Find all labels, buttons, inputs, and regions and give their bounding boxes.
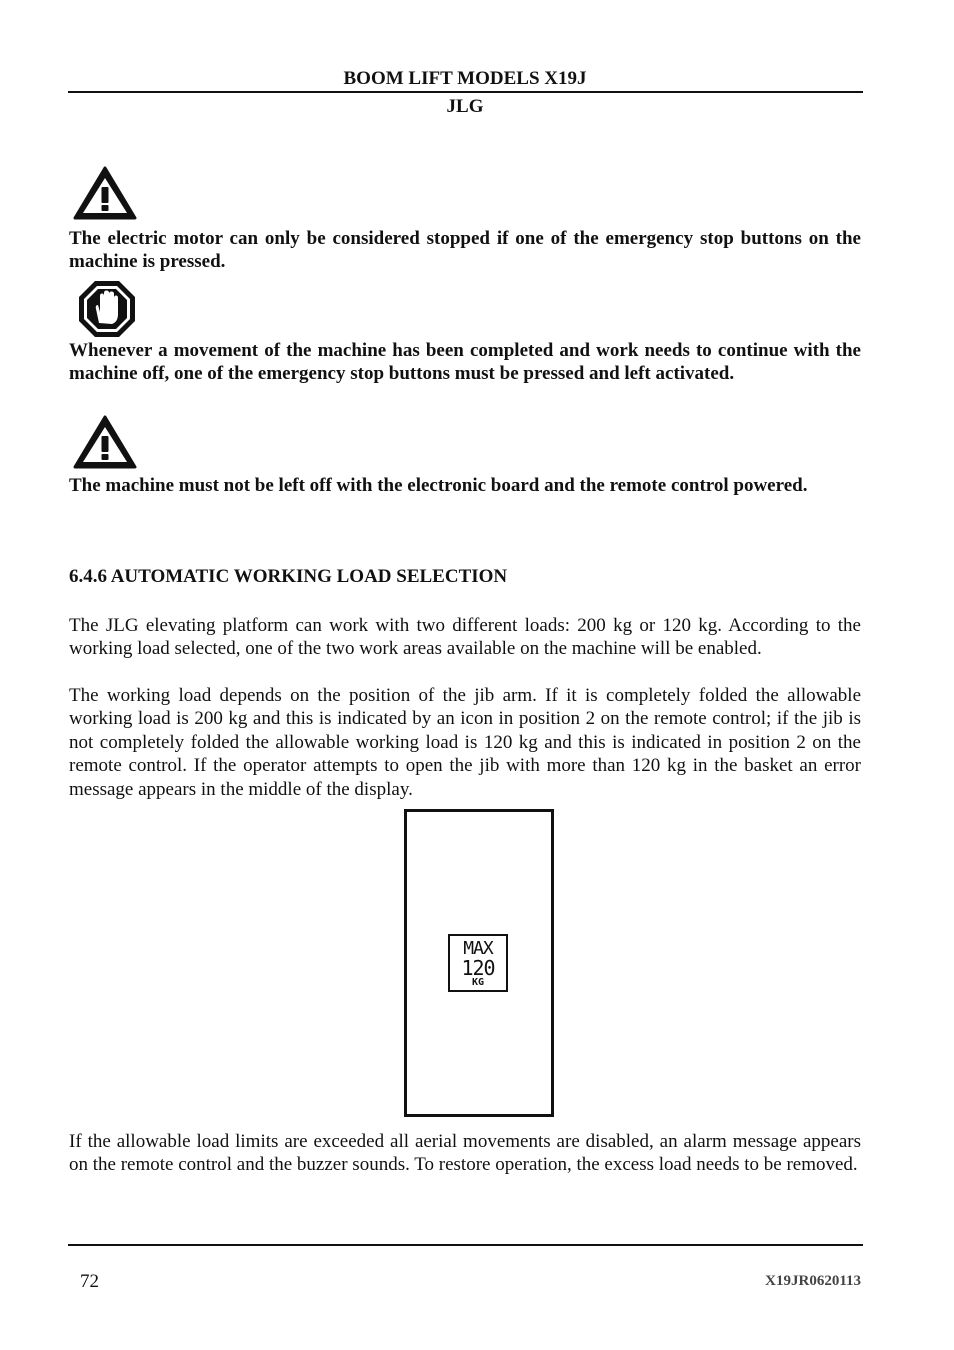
notice-text: Whenever a movement of the machine has been completed and work needs to continue with the machine off, one of the emergency stop buttons must be pressed and left activated. bbox=[69, 340, 861, 385]
body-paragraph: If the allowable load limits are exceeded all aerial movements are disabled, an alarm message appears on the remote control and the buzzer sounds. To restore operation, the excess load needs to be removed. bbox=[69, 1131, 861, 1176]
footer-rule bbox=[68, 1244, 863, 1246]
warning-triangle-icon bbox=[72, 165, 138, 226]
badge-load-value: 120 bbox=[461, 956, 495, 980]
notice-text: The machine must not be left off with the electronic board and the remote control powered. bbox=[69, 475, 808, 496]
body-paragraph: The working load depends on the position of the jib arm. If it is completely folded the allowable working load is 200 kg and this is indicated by an icon in position 2 on the remote control; if the jib is not completely folded the allowable working load is 120 kg and this is indicated in position 2 on the remote control. If the operator attempts to open the jib with more than 120 kg in the basket an error message appears in the middle of the display. bbox=[69, 685, 861, 800]
warning-triangle-icon bbox=[72, 414, 138, 475]
section-heading: 6.4.6 AUTOMATIC WORKING LOAD SELECTION bbox=[69, 566, 508, 587]
body-paragraph: The JLG elevating platform can work with two different loads: 200 kg or 120 kg. According to the working load selected, one of the two work areas available on the machine will be enabled. bbox=[69, 615, 861, 660]
max-load-badge bbox=[448, 934, 508, 992]
notice-text: The electric motor can only be considered stopped if one of the emergency stop buttons on the machine is pressed. bbox=[69, 228, 861, 273]
document-header-title: BOOM LIFT MODELS X19J bbox=[343, 68, 587, 89]
header-rule bbox=[68, 91, 863, 93]
page-number: 72 bbox=[80, 1271, 99, 1292]
stop-hand-icon bbox=[77, 279, 137, 344]
badge-unit: KG bbox=[471, 977, 485, 988]
badge-max-label: MAX bbox=[463, 938, 493, 959]
document-code: X19JR0620113 bbox=[765, 1273, 861, 1289]
document-header-subtitle: JLG bbox=[446, 96, 484, 117]
